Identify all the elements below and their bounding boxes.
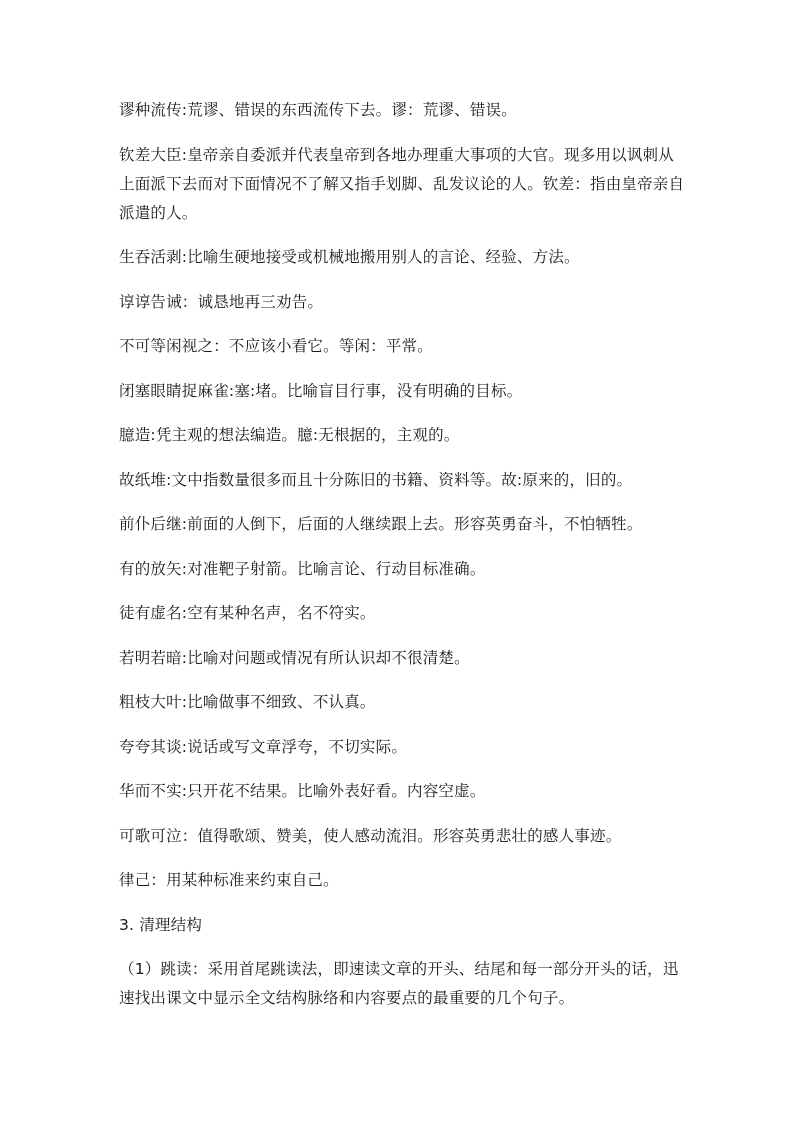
vocab-entry-youdifangshi: 有的放矢:对准靶子射箭。比喻言论、行动目标准确。: [119, 559, 486, 578]
vocab-entry-lvji: 律己：用某种标准来约束自己。: [119, 871, 339, 889]
vocab-entry-qianpuhouji: 前仆后继:前面的人倒下，后面的人继续跟上去。形容英勇奋斗，不怕牺牲。: [119, 515, 643, 533]
vocab-entry-miuzhongliuchuan: 谬种流传:荒谬、错误的东西流传下去。谬：荒谬、错误。: [119, 101, 517, 119]
vocab-entry-kuakuaqitan: 夸夸其谈:说话或写文章浮夸，不切实际。: [119, 737, 408, 756]
document-body: [119, 96, 687, 1029]
vocab-entry-bukedengxianshizhi: 不可等闲视之：不应该小看它。等闲：平常。: [119, 337, 434, 355]
vocab-entry-huaerbushi: 华而不实:只开花不结果。比喻外表好看。内容空虚。: [119, 782, 486, 800]
vocab-entry-qinchaidachen: 钦差大臣:皇帝亲自委派并代表皇帝到各地办理重大事项的大官。现多用以讽刺从上面派下去而对下面情况不了解又指手划脚、乱发议论的人。钦差：指由皇帝亲自派遣的人。: [119, 145, 685, 222]
section-heading: 3. 清理结构: [119, 915, 203, 934]
vocab-entry-kegekeqi: 可歌可泣：值得歌颂、赞美，使人感动流泪。形容英勇悲壮的感人事迹。: [119, 826, 622, 845]
vocab-entry-zhunzhungaojie: 谆谆告诫：诚恳地再三劝告。: [119, 292, 324, 311]
vocab-entry-ruomingruoan: 若明若暗:比喻对问题或情况有所认识却不很清楚。: [119, 648, 470, 667]
vocab-entry-bisaiyanjingzhuomaque: 闭塞眼睛捉麻雀:塞:堵。比喻盲目行事，没有明确的目标。: [119, 381, 523, 400]
vocab-entry-yizao: 臆造:凭主观的想法编造。臆:无根据的，主观的。: [119, 426, 460, 444]
vocab-entry-cuzhidaye: 粗枝大叶:比喻做事不细致、不认真。: [119, 693, 376, 711]
vocab-entry-tuyouxuming: 徒有虚名:空有某种名声，名不符实。: [119, 604, 376, 622]
vocab-entry-shengtunhuobo: 生吞活剥:比喻生硬地接受或机械地搬用别人的言论、经验、方法。: [119, 248, 580, 266]
vocab-entry-guzhidui: 故纸堆:文中指数量很多而且十分陈旧的书籍、资料等。故:原来的，旧的。: [119, 470, 633, 489]
instruction-paragraph: （1）跳读：采用首尾跳读法，即速读文章的开头、结尾和每一部分开头的话，迅速找出课文中显示全文结构脉络和内容要点的最重要的几个句子。: [119, 960, 679, 1007]
